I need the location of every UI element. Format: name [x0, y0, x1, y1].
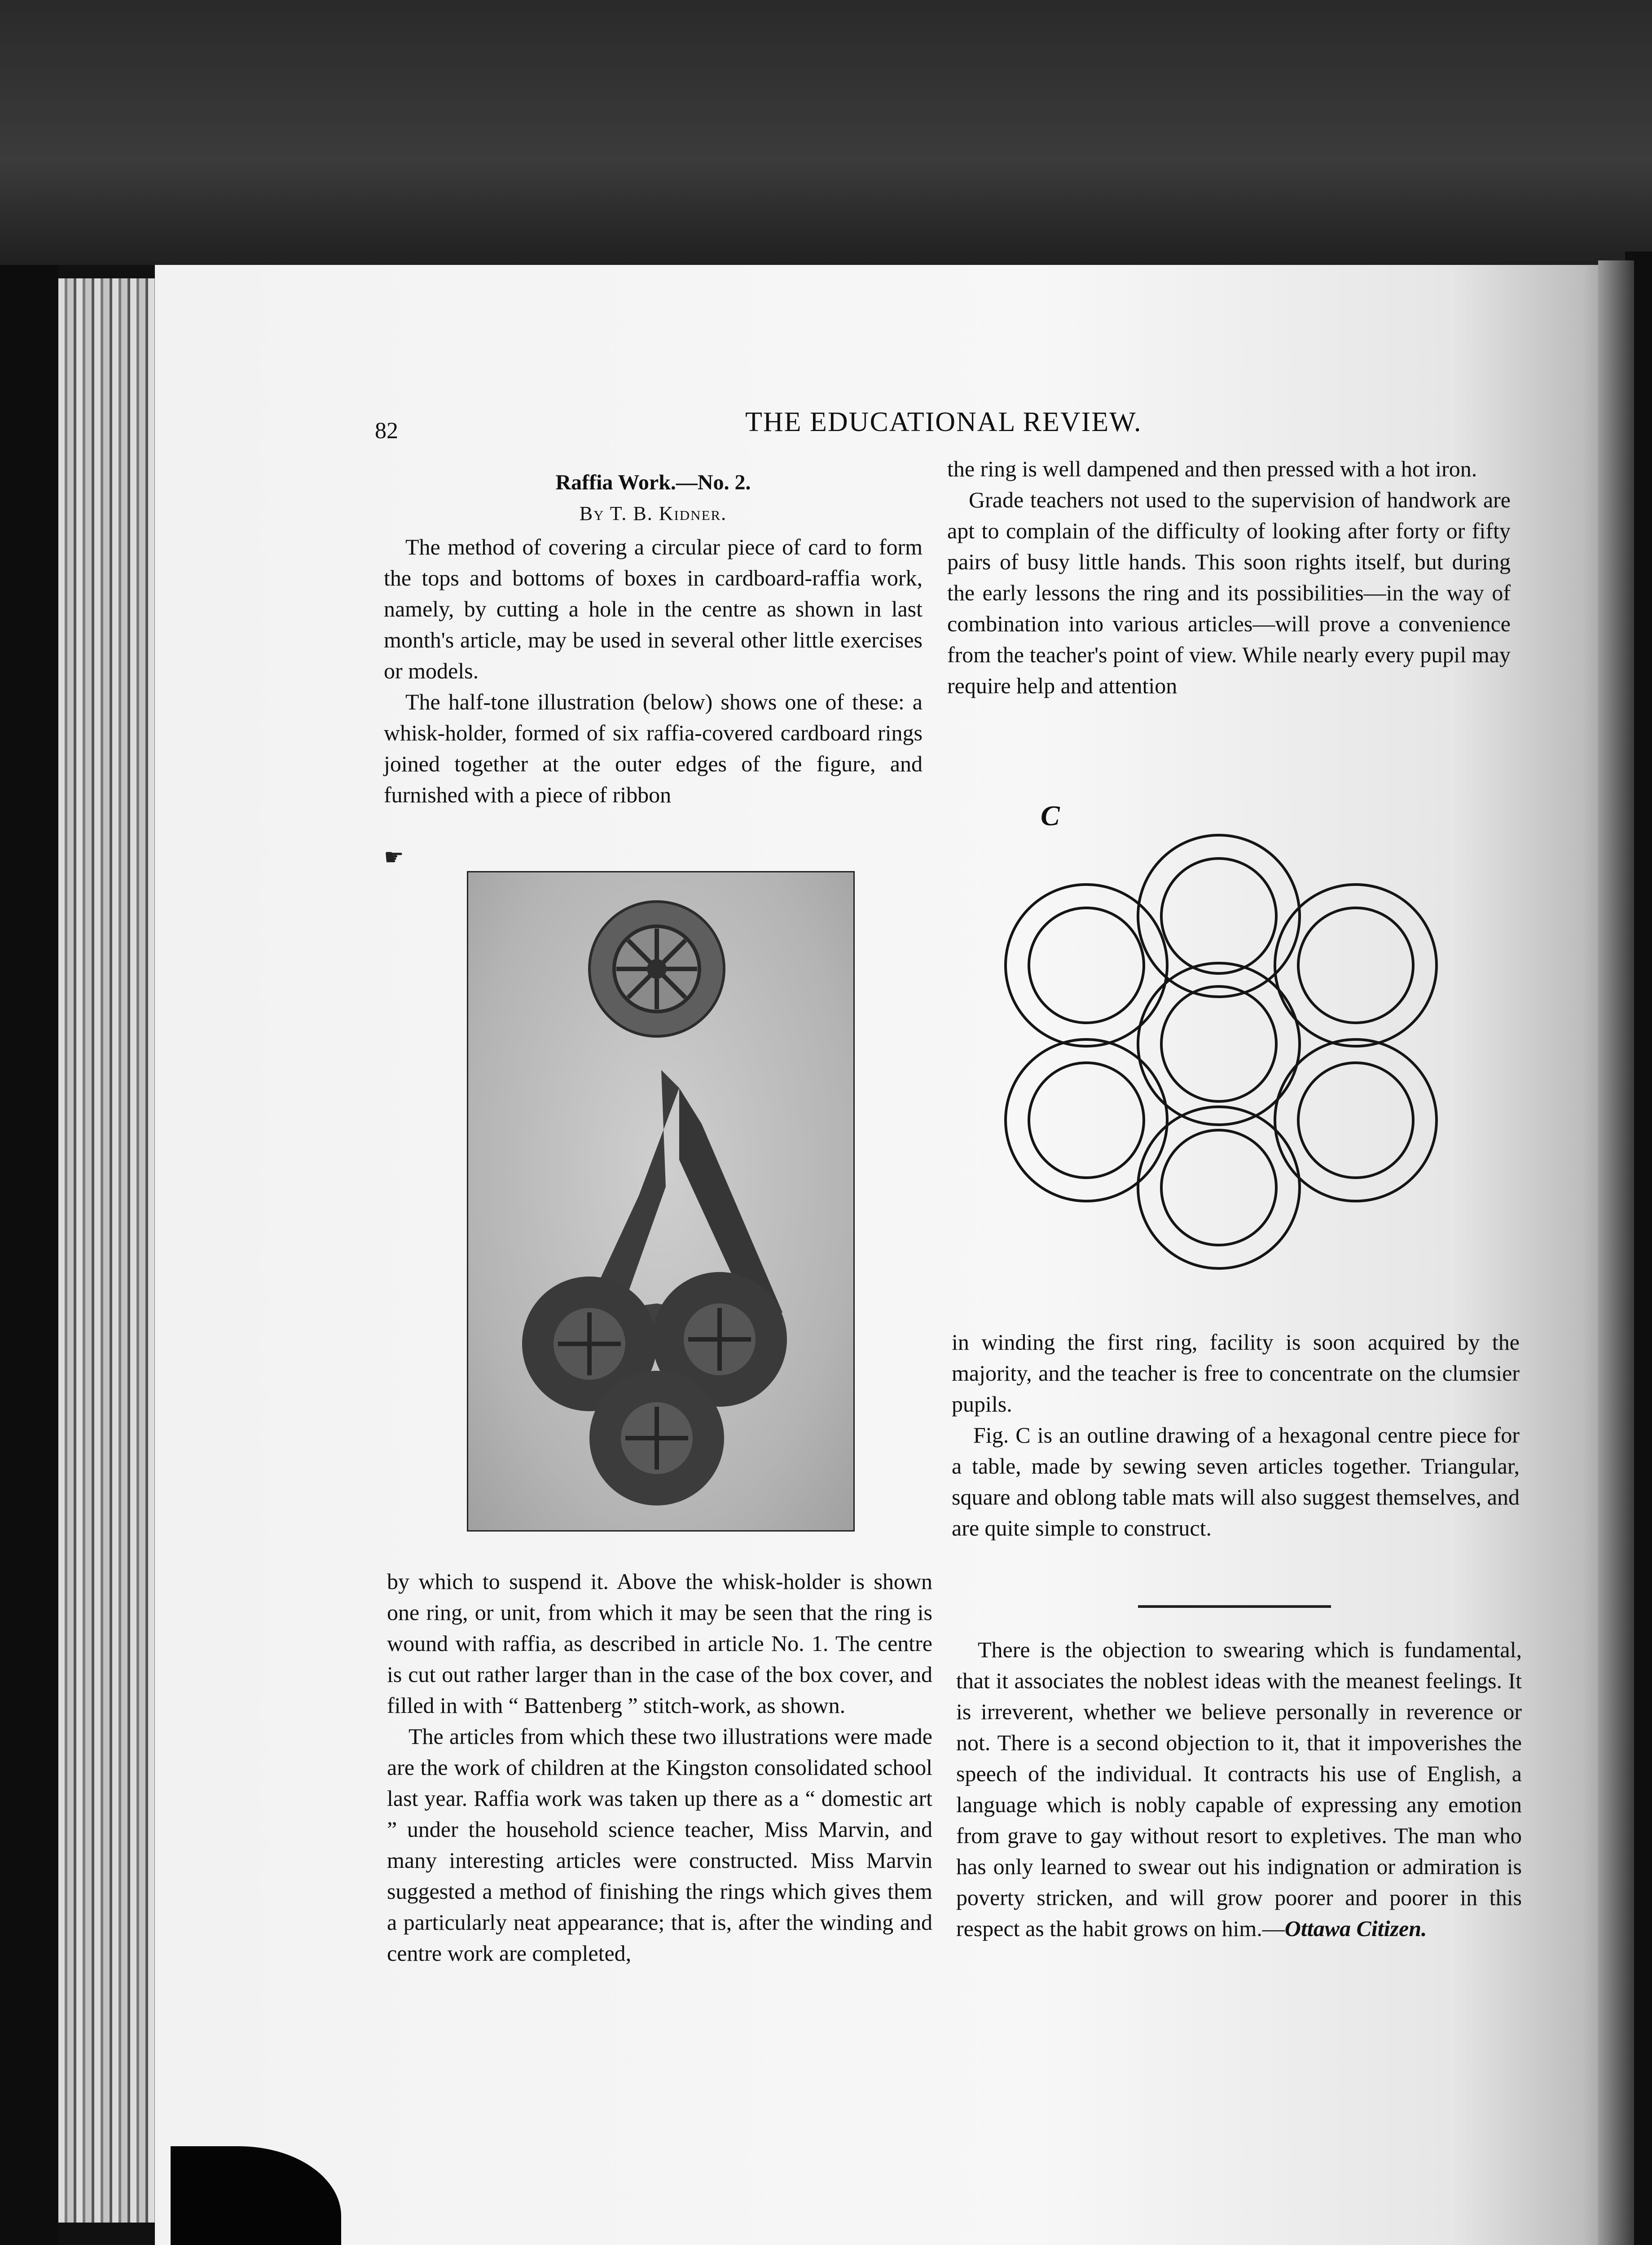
- paragraph: the ring is well dampened and then pressed with a hot iron.: [947, 456, 1477, 481]
- whisk-holder-illustration: [468, 872, 853, 1530]
- paragraph: The method of covering a circular piece of card to form the tops and bottoms of boxes in cardboard-raffia work, namely, by cutting a hole in the centre as shown in last month's article, may be used in several other little exercises or models.: [384, 534, 923, 683]
- book-page-edges: [58, 278, 162, 2223]
- scanner-background-top: [0, 0, 1652, 265]
- ring-bottom: [1138, 1107, 1300, 1268]
- paragraph: The half-tone illustration (below) shows one of these: a whisk-holder, formed of six raffia-covered cardboard rings joined together at the outer edges of the figure, and furnished with a piece of ribbon: [384, 689, 923, 807]
- paragraph: The articles from which these two illustrations were made are the work of children at the Kingston consolidated school last year. Raffia work was taken up there as a “ domestic art ” under the household science teacher, Miss Marvin, and many interesting articles were constructed. Miss Marvin suggested a method of finishing the rings which gives them a particularly neat appearance; that is, after the winding and centre work are completed,: [387, 1724, 932, 1966]
- pointing-hand-icon: ☛: [384, 845, 404, 870]
- paragraph: by which to suspend it. Above the whisk-holder is shown one ring, or unit, from which it may be seen that the ring is wound with raffia, as described in article No. 1. The centre is cut out rather larger than in the case of the box cover, and filled in with “ Battenberg ” stitch-work, as shown.: [387, 1569, 932, 1718]
- note-text: There is the objection to swearing which is fundamental, that it associates the noblest ideas with the meanest feelings. It is irreverent, whether we believe personally in reverence or not. There is a second objection to it, that it impoverishes the speech of the individual. It contracts his use of English, a language which is nobly capable of expressing any emotion from grave to gay without resort to expletives. The man who has only learned to swear out his indignation or admiration is poverty stricken, and will grow poorer and poorer in this respect as the habit grows on him.—: [956, 1637, 1522, 1941]
- ring-centre: [1138, 963, 1300, 1125]
- scanner-background-left: [0, 265, 58, 2245]
- right-column-top: [947, 453, 1511, 701]
- ring-lower-left: [1006, 1039, 1167, 1201]
- paragraph: Fig. C is an outline drawing of a hexagonal centre piece for a table, made by sewing seven articles together. Triangular, square and oblong table mats will also suggest themselves, and are quite simple to construct.: [952, 1422, 1520, 1541]
- article-title: Raffia Work.—No. 2.: [555, 471, 751, 494]
- note-credit: Ottawa Citizen.: [1284, 1916, 1427, 1941]
- book-gutter-shadow: [1598, 260, 1634, 2245]
- figure-label: C: [1041, 800, 1060, 832]
- paragraph: in winding the first ring, facility is soon acquired by the majority, and the teacher is free to concentrate on the clumsier pupils.: [952, 1329, 1520, 1417]
- fig-c-hexagonal-centrepiece: [997, 797, 1526, 1336]
- left-column-bottom: [387, 1566, 932, 1969]
- running-head: THE EDUCATIONAL REVIEW.: [745, 407, 1142, 437]
- right-column-middle: [952, 1327, 1520, 1544]
- whisk-holder-photo: [467, 871, 855, 1532]
- article-byline: By T. B. Kidner.: [579, 502, 727, 524]
- ring-upper-left: [1006, 885, 1167, 1046]
- ring-upper-right: [1275, 885, 1437, 1046]
- right-column-note: [956, 1634, 1522, 1944]
- section-divider: [1138, 1605, 1331, 1608]
- note-paragraph: [956, 1634, 1522, 1944]
- left-column-top: [384, 467, 923, 810]
- page-number: 82: [375, 418, 398, 444]
- paragraph: Grade teachers not used to the supervision of handwork are apt to complain of the difficulty of looking after forty or fifty pairs of busy little hands. This soon rights itself, but during the early lessons the ring and its possibilities—in the way of combination into various articles—will prove a convenience from the teacher's point of view. While nearly every pupil may require help and attention: [947, 487, 1511, 698]
